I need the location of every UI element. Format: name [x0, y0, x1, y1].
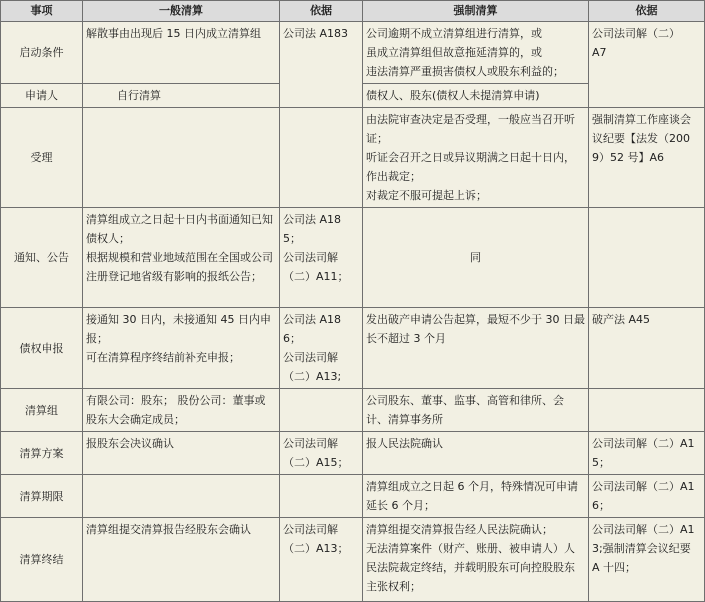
- forced-basis-line: A7: [592, 46, 607, 59]
- forced-line: 由法院审查决定是否受理，一般应当召开听证；: [366, 113, 575, 145]
- general-line: 解散事由出现后 15 日内成立清算组: [86, 27, 261, 40]
- header-forced-basis: 依据: [589, 1, 705, 22]
- forced-cell: [363, 389, 589, 432]
- forced-basis-line: 公司法司解（二）: [592, 27, 680, 40]
- table-row-end: [1, 518, 705, 602]
- general-line: 自行清算: [117, 89, 161, 102]
- gen-basis-cell: [280, 432, 363, 475]
- forced-cell: [363, 108, 589, 208]
- forced-line: 公司逾期不成立清算组进行清算，或: [366, 27, 542, 40]
- gen-basis-cell: [280, 475, 363, 518]
- general-line: 有限公司：股东； 股份公司：董事或股东大会确定成员；: [86, 394, 266, 426]
- forced-basis-cell: [589, 518, 705, 602]
- forced-line: 发出破产申请公告起算，最短不少于 30 日最长不超过 3 个月: [366, 313, 585, 345]
- gen-basis-cell: [280, 389, 363, 432]
- forced-cell: [363, 308, 589, 389]
- forced-basis-line: 破产法 A45: [592, 313, 651, 326]
- general-cell: [83, 308, 280, 389]
- forced-cell: [363, 84, 589, 108]
- table-row-notice: [1, 208, 705, 308]
- header-general-basis: 依据: [280, 1, 363, 22]
- table-row-claims: [1, 308, 705, 389]
- forced-line: 债权人、股东(债权人未提清算申请): [366, 89, 540, 102]
- forced-cell: [363, 518, 589, 602]
- gen-basis-cell: [280, 108, 363, 208]
- forced-line: 清算组成立之日起 6 个月，特殊情况可申请延长 6 个月；: [366, 480, 578, 512]
- gen-basis-cell: [280, 308, 363, 389]
- table-row-accept: [1, 108, 705, 208]
- forced-line: 虽成立清算组但故意拖延清算的，或: [366, 46, 542, 59]
- forced-basis-cell: [589, 432, 705, 475]
- gen-basis-cell: [280, 208, 363, 308]
- forced-basis-cell: [589, 389, 705, 432]
- table-row-period: [1, 475, 705, 518]
- gen-basis-line: 公司法司解（二）A13；: [283, 523, 349, 555]
- item-cell: 清算期限: [1, 475, 83, 518]
- header-row: [1, 1, 705, 22]
- item-cell: 清算组: [1, 389, 83, 432]
- forced-cell: [363, 432, 589, 475]
- forced-basis-cell: [589, 22, 705, 108]
- item-cell: 清算方案: [1, 432, 83, 475]
- item-cell: 受理: [1, 108, 83, 208]
- item-cell: 申请人: [1, 84, 83, 108]
- forced-cell: [363, 475, 589, 518]
- general-line: 清算组提交清算报告经股东会确认: [86, 523, 251, 536]
- gen-basis-line: 公司法司解（二）A13;: [283, 351, 342, 383]
- forced-same-text: 同: [470, 251, 481, 264]
- header-item: 事项: [1, 1, 83, 22]
- general-cell: [83, 22, 280, 84]
- forced-cell: [363, 22, 589, 84]
- forced-basis-cell: [589, 475, 705, 518]
- forced-line: 公司股东、董事、监事、高管和律所、会计、清算事务所: [366, 394, 564, 426]
- general-line: 报股东会决议确认: [86, 437, 174, 450]
- general-cell: [83, 84, 280, 108]
- gen-basis-cell: [280, 22, 363, 108]
- general-line: 可在清算程序终结前补充申报；: [86, 351, 240, 364]
- general-cell: [83, 208, 280, 308]
- forced-basis-line: 公司法司解（二）A16；: [592, 480, 695, 512]
- forced-basis-line: 公司法司解（二）A13;强制清算会议纪要 A 十四；: [592, 523, 695, 574]
- gen-basis-line: 公司法司解（二）A11；: [283, 251, 349, 283]
- general-line: 根据规模和营业地域范围在全国或公司注册登记地省级有影响的报纸公告；: [86, 251, 273, 283]
- header-forced: 强制清算: [363, 1, 589, 22]
- gen-basis-line: 公司法 A186；: [283, 313, 342, 345]
- forced-basis-line: 强制清算工作座谈会议纪要【法发（2009）52 号】A6: [592, 113, 691, 164]
- forced-basis-cell: [589, 108, 705, 208]
- general-line: 接通知 30 日内，未接通知 45 日内申报；: [86, 313, 271, 345]
- forced-line: 对裁定不服可提起上诉；: [366, 189, 487, 202]
- item-cell: 通知、公告: [1, 208, 83, 308]
- forced-line: 无法清算案件（财产、账册、被申请人）人民法院裁定终结，并载明股东可向控股股东主张权利；: [366, 542, 575, 593]
- general-cell: [83, 518, 280, 602]
- forced-line: 听证会召开之日或异议期满之日起十日内，作出裁定；: [366, 151, 575, 183]
- forced-line: 违法清算严重损害债权人或股东利益的；: [366, 65, 564, 78]
- forced-line: 清算组提交清算报告经人民法院确认；: [366, 523, 553, 536]
- forced-basis-cell: [589, 308, 705, 389]
- forced-basis-line: 公司法司解（二）A15；: [592, 437, 695, 469]
- item-cell: 清算终结: [1, 518, 83, 602]
- general-cell: [83, 108, 280, 208]
- gen-basis-line: 公司法司解（二）A15；: [283, 437, 349, 469]
- general-cell: [83, 432, 280, 475]
- forced-cell: [363, 208, 589, 308]
- gen-basis-cell: [280, 518, 363, 602]
- table-row-group: [1, 389, 705, 432]
- table-row-start: [1, 22, 705, 84]
- item-cell: 债权申报: [1, 308, 83, 389]
- general-cell: [83, 475, 280, 518]
- general-line: 清算组成立之日起十日内书面通知已知债权人；: [86, 213, 273, 245]
- table-row-plan: [1, 432, 705, 475]
- general-cell: [83, 389, 280, 432]
- header-general: 一般清算: [83, 1, 280, 22]
- item-cell: 启动条件: [1, 22, 83, 84]
- gen-basis-line: 公司法 A185；: [283, 213, 342, 245]
- forced-basis-cell: [589, 208, 705, 308]
- gen-basis-line: 公司法 A183: [283, 27, 349, 40]
- forced-line: 报人民法院确认: [366, 437, 443, 450]
